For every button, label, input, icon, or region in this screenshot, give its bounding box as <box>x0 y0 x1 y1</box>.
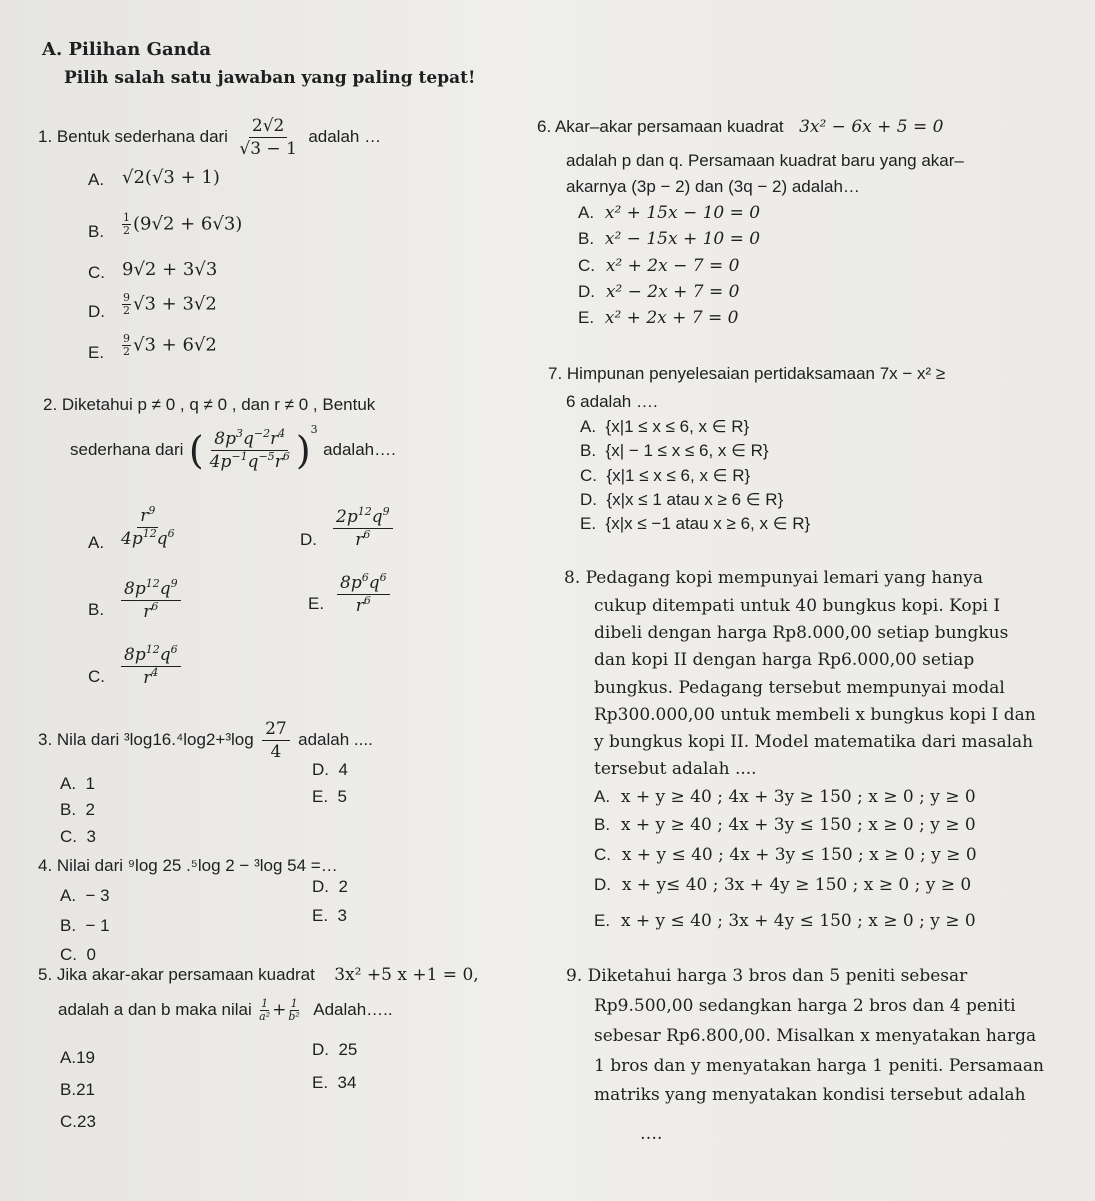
q9-line-5: …. <box>640 1124 663 1144</box>
q9-line-0: 9. Diketahui harga 3 bros dan 5 peniti sebesar <box>566 966 968 986</box>
q8-option-a: A. x + y ≥ 40 ; 4x + 3y ≥ 150 ; x ≥ 0 ; y ≥ 0 <box>594 787 976 807</box>
q8-option-e: E. x + y ≤ 40 ; 3x + 4y ≤ 150 ; x ≥ 0 ; y ≥ 0 <box>594 911 976 931</box>
q8-line-7: tersebut adalah .... <box>594 759 757 779</box>
q1-option-b: $\frac{1}{2}$ (9√2 + 6√3) <box>123 211 243 237</box>
q8-line-0: 8. Pedagang kopi mempunyai lemari yang hanya <box>564 568 984 588</box>
q3-numerator: 27 <box>262 718 290 741</box>
q6-option-e: E. x² + 2x + 7 = 0 <box>578 308 739 328</box>
q2-option-d-label: D. <box>300 530 317 549</box>
q9-line-2: sebesar Rp6.800,00. Misalkan x menyatakan harga <box>594 1026 1037 1046</box>
q5-line2: adalah a dan b maka nilai $\frac{1}{\text{a²}}$ + $\frac{1}{\text{b²}}$ Adalah….. <box>58 997 393 1023</box>
q5-line1 <box>38 965 479 985</box>
q1-option-d: $\frac{9}{2}$ √3 + 3√2 <box>123 291 217 317</box>
q5-option-a: A.19 <box>60 1048 95 1067</box>
section-title: A. Pilihan Ganda <box>42 39 212 60</box>
q4-option-d: D. 2 <box>312 877 348 896</box>
q1-denominator: √3 − 1 <box>239 139 297 159</box>
q9-line-3: 1 bros dan y menyatakan harga 1 peniti. Persamaan <box>594 1056 1044 1076</box>
q8-line-1: cukup ditempati untuk 40 bungkus kopi. Kopi I <box>594 596 1001 616</box>
q1-numerator: 2√2 <box>249 115 287 138</box>
q2-suffix: adalah…. <box>323 440 396 459</box>
q2-option-a: $\frac{r^9}{4p^{12}q^6}$ <box>121 504 175 549</box>
q8-line-6: y bungkus kopi II. Model matematika dari masalah <box>594 732 1034 752</box>
q6-line3: akarnya (3p − 2) dan (3q − 2) adalah… <box>566 177 860 196</box>
q9-line-1: Rp9.500,00 sedangkan harga 2 bros dan 4 peniti <box>594 996 1016 1016</box>
q3-denominator: 4 <box>270 742 282 762</box>
q1-prefix: 1. Bentuk sederhana dari <box>38 127 228 146</box>
q2-option-b-label: B. <box>88 600 105 619</box>
q2-prefix: sederhana dari <box>70 440 184 459</box>
q1-suffix: adalah … <box>308 127 382 146</box>
q5-suffix: Adalah….. <box>313 1000 393 1019</box>
q5-option-b: B.21 <box>60 1080 95 1099</box>
q5-option-c: C.23 <box>60 1112 96 1131</box>
q1-option-a: √2(√3 + 1) <box>122 167 220 188</box>
q3-text: 3. Nila dari ³log16.⁴log2+³log <box>38 730 254 749</box>
q7-option-b: B. {x| − 1 ≤ x ≤ 6, x ∈ R} <box>580 441 769 460</box>
q6-option-a: A. x² + 15x − 10 = 0 <box>578 203 761 223</box>
q6-option-d: D. x² − 2x + 7 = 0 <box>578 282 740 302</box>
q9-line-4: matriks yang menyatakan kondisi tersebut adalah <box>594 1085 1026 1105</box>
q6-equation: 3x² − 6x + 5 = 0 <box>799 117 944 137</box>
q4-option-e: E. 3 <box>312 906 347 925</box>
q3-suffix: adalah .... <box>298 730 373 749</box>
q5-equation: 3x² +5 x +1 = 0, <box>334 965 479 985</box>
q2-option-a-label: A. <box>88 533 105 552</box>
q3-option-d: D. 4 <box>312 760 348 779</box>
q6-line2: adalah p dan q. Persamaan kuadrat baru yang akar– <box>566 151 964 170</box>
q2-given: 2. Diketahui p ≠ 0 , q ≠ 0 , dan r ≠ 0 , Bentuk <box>43 395 376 414</box>
q8-option-d: D. x + y≤ 40 ; 3x + 4y ≥ 150 ; x ≥ 0 ; y ≥ 0 <box>594 875 972 895</box>
q1-fraction <box>236 115 300 160</box>
q1-option-b-label: B. <box>88 222 105 241</box>
q8-line-4: bungkus. Pedagang tersebut mempunyai modal <box>594 678 1005 698</box>
q1-option-c: 9√2 + 3√3 <box>122 259 218 280</box>
q7-option-a: A. {x|1 ≤ x ≤ 6, x ∈ R} <box>580 417 750 436</box>
q7-option-d: D. {x|x ≤ 1 atau x ≥ 6 ∈ R} <box>580 490 784 509</box>
q6-line1 <box>537 117 943 137</box>
q2-option-c-label: C. <box>88 667 105 686</box>
instruction: Pilih salah satu jawaban yang paling tepat! <box>64 68 476 88</box>
q3-option-e: E. 5 <box>312 787 347 806</box>
q5-option-d: D. 25 <box>312 1040 358 1059</box>
q2-stem: sederhana dari ( $\frac{8p^3q^{-2}r^4}{4p^{-1}q^{-5}r^6}$ )$^3$ adalah…. <box>70 423 396 473</box>
q7-line2: 6 adalah …. <box>566 392 658 411</box>
q1-option-e-label: E. <box>88 343 105 362</box>
q8-line-5: Rp300.000,00 untuk membeli x bungkus kopi I dan <box>594 705 1036 725</box>
q2-option-c: $\frac{8p^{12}q^6}{r^4}$ <box>118 644 184 689</box>
q8-line-3: dan kopi II dengan harga Rp6.000,00 setiap <box>594 650 975 670</box>
q3-option-c: C. 3 <box>60 827 96 846</box>
q4-stem: 4. Nilai dari ⁹log 25 .⁵log 2 − ³log 54 =… <box>38 856 338 875</box>
q2-option-b: $\frac{8p^{12}q^9}{r^6}$ <box>118 578 184 623</box>
q6-option-b: B. x² − 15x + 10 = 0 <box>578 229 761 249</box>
q6-option-c: C. x² + 2x − 7 = 0 <box>578 256 740 276</box>
q1-stem <box>38 115 381 160</box>
q2-option-d: $\frac{2p^{12}q^9}{r^6}$ <box>330 506 396 551</box>
q6-line1-text: 6. Akar–akar persamaan kuadrat <box>537 117 784 136</box>
q7-option-e: E. {x|x ≤ −1 atau x ≥ 6, x ∈ R} <box>580 514 811 533</box>
q3-stem <box>38 718 373 763</box>
q7-option-c: C. {x|1 ≤ x ≤ 6, x ∈ R} <box>580 466 751 485</box>
q1-option-d-label: D. <box>88 302 105 321</box>
q8-option-c: C. x + y ≤ 40 ; 4x + 3y ≤ 150 ; x ≥ 0 ; y ≥ 0 <box>594 845 977 865</box>
q4-option-b: B. − 1 <box>60 916 110 935</box>
q1-option-e: $\frac{9}{2}$ √3 + 6√2 <box>123 332 217 358</box>
q3-option-a: A. 1 <box>60 774 95 793</box>
q2-option-e: $\frac{8p^6q^6}{r^6}$ <box>334 572 393 617</box>
q3-option-b: B. 2 <box>60 800 95 819</box>
q8-option-b: B. x + y ≥ 40 ; 4x + 3y ≤ 150 ; x ≥ 0 ; y ≥ 0 <box>594 815 976 835</box>
q8-line-2: dibeli dengan harga Rp8.000,00 setiap bungkus <box>594 623 1009 643</box>
q2-option-e-label: E. <box>308 594 325 613</box>
q5-line2-text: adalah a dan b maka nilai <box>58 1000 252 1019</box>
q1-option-a-label: A. <box>88 170 105 189</box>
q1-option-c-label: C. <box>88 263 105 282</box>
q5-line1-text: 5. Jika akar-akar persamaan kuadrat <box>38 965 315 984</box>
q5-option-e: E. 34 <box>312 1073 357 1092</box>
q4-option-c: C. 0 <box>60 945 96 964</box>
q4-option-a: A. − 3 <box>60 886 110 905</box>
q7-line1: 7. Himpunan penyelesaian pertidaksamaan 7x − x² ≥ <box>548 364 946 383</box>
